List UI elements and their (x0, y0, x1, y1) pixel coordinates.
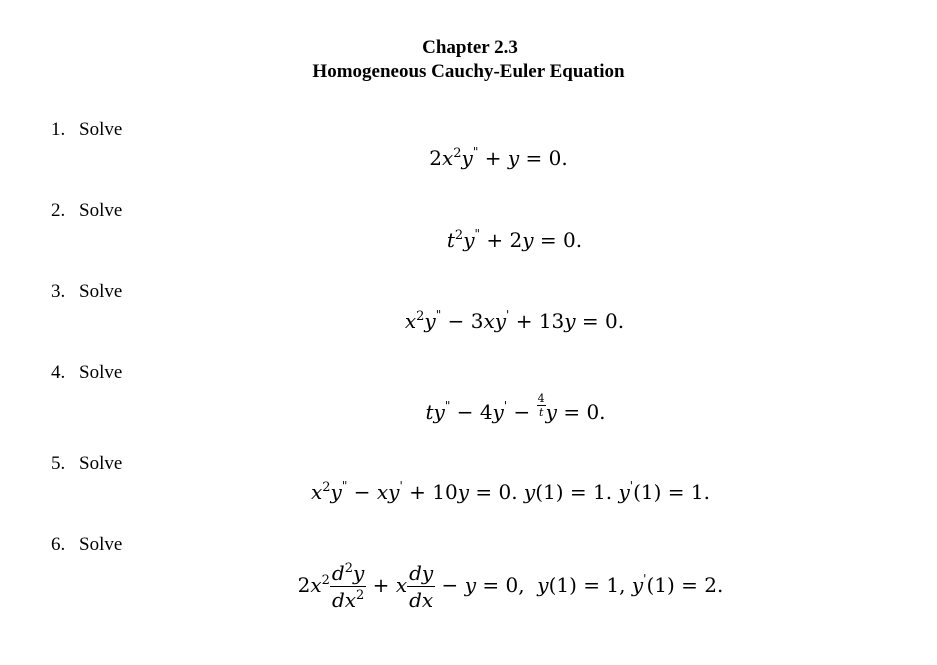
problem-instruction: Solve (79, 362, 123, 383)
equation: ty" − 4y' − $\frac{4}{t}$ y = 0. (425, 392, 606, 424)
page-title: Homogeneous Cauchy-Euler Equation (312, 61, 625, 82)
problem-number: 3. (51, 281, 66, 302)
problem-number: 2. (51, 200, 66, 221)
problem-instruction: Solve (79, 453, 123, 474)
problem-instruction: Solve (79, 534, 123, 555)
problem-label (51, 453, 122, 475)
equation: $x^2y^" - xy' + 10y = 0$. y(1) = 1. y'(1) = 1. (310, 479, 710, 504)
problem-label (51, 200, 122, 222)
problem-number: 5. (51, 453, 66, 474)
page-header (0, 36, 937, 84)
problem-label (51, 362, 122, 384)
problem-instruction: Solve (79, 281, 123, 302)
problem-label (51, 534, 122, 556)
problem-number: 1. (51, 119, 66, 140)
problem-number: 4. (51, 362, 66, 383)
problem-instruction: Solve (79, 119, 123, 140)
problem-number: 6. (51, 534, 66, 555)
problem-instruction: Solve (79, 200, 123, 221)
chapter-heading: Chapter 2.3 (422, 37, 518, 58)
equation: $x^2y^" - 3xy' + 13y = 0$. (404, 308, 625, 333)
problem-label (51, 281, 122, 303)
equation: $2x^2y^" + y = 0$. (429, 145, 568, 170)
equation: $t^2y^" + 2y = 0$. (446, 227, 583, 252)
problem-label (51, 119, 122, 141)
equation: $2x^2$ $\frac{d^2y}{dx^2}$ + x $\frac{dy}{dx}$ − y = 0, y(1) = 1, y'(1) = 2. (297, 561, 724, 612)
